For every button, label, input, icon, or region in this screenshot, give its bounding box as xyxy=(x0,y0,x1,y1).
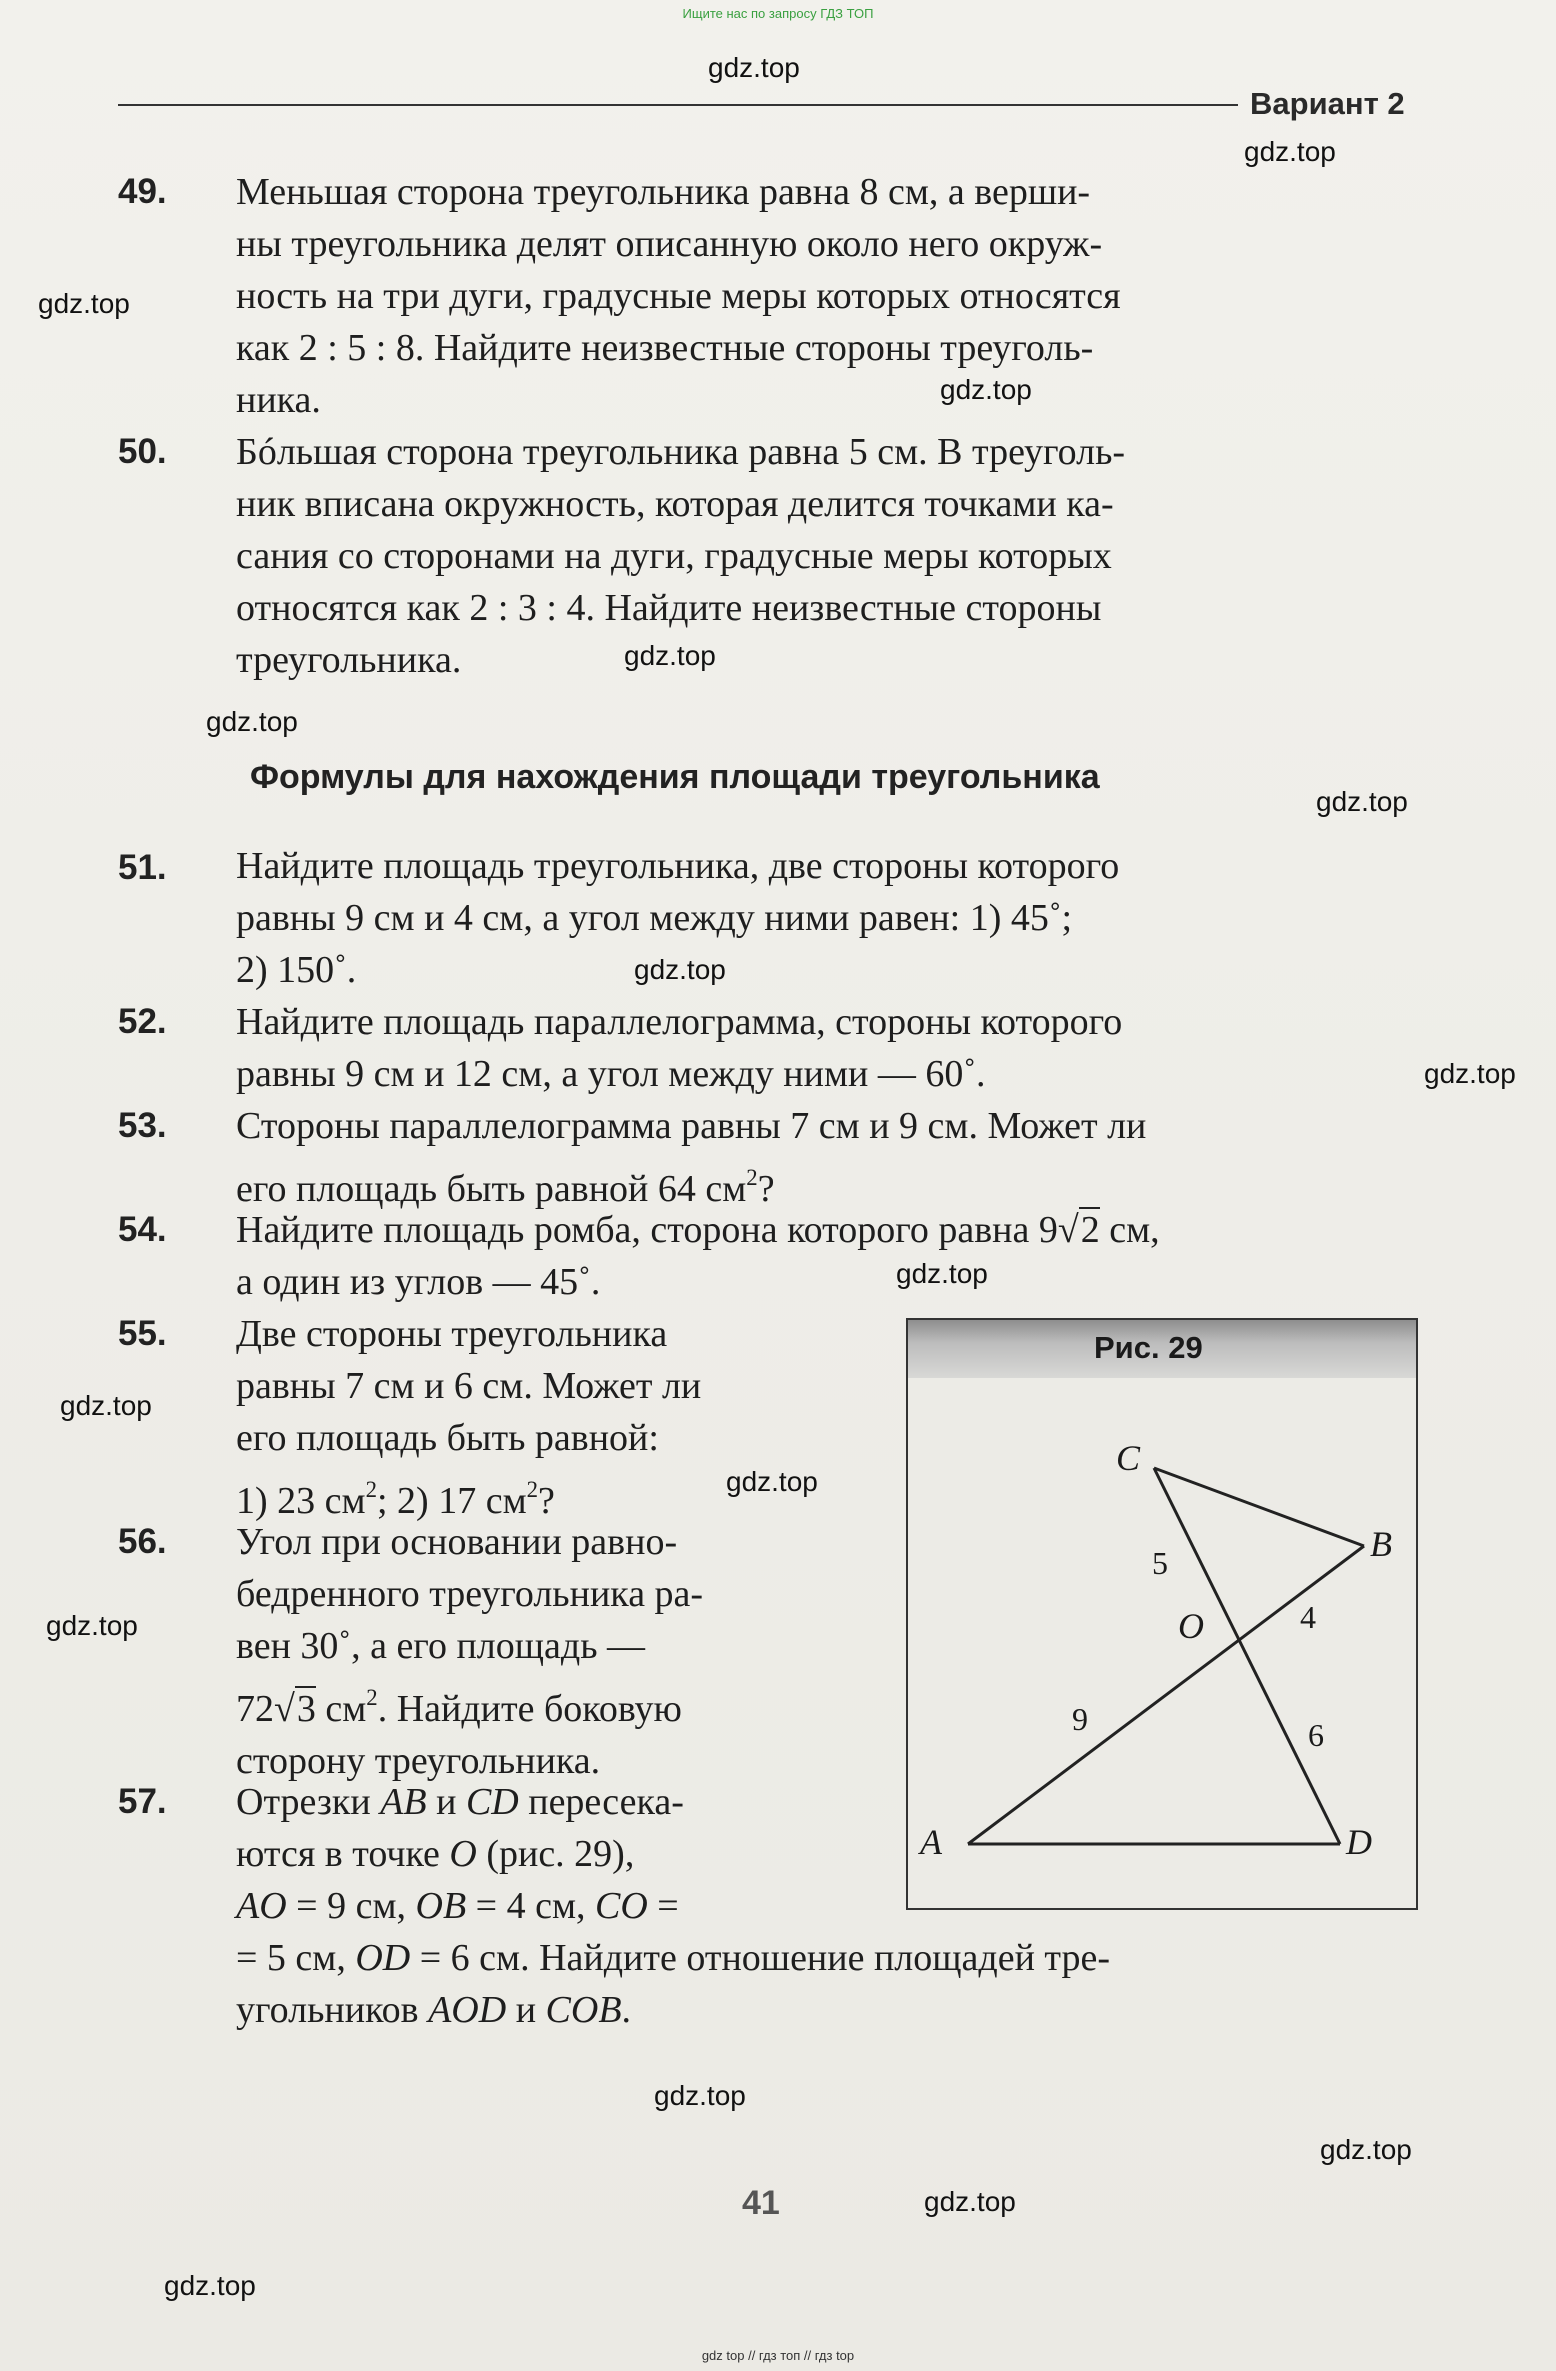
problem-57-text: Отрезки AB и CD пересека- ются в точке O (рис. 29), AO = 9 см, OB = 4 см, CO = = 5 см, OD = 6 см. Найдите отношение площадей тре- угольников AOD и COB. xyxy=(236,1781,1111,2031)
problem-52-text: Найдите площадь параллелограмма, стороны которого равны 9 см и 12 см, а угол между ними — 60˚. xyxy=(236,1001,1123,1095)
length-label-co: 5 xyxy=(1152,1545,1168,1581)
length-label-ao: 9 xyxy=(1072,1701,1088,1737)
watermark: gdz.top xyxy=(726,1466,818,1497)
figure-29 xyxy=(906,1318,1418,1910)
problem-54-text: Найдите площадь ромба, сторона которого равна 9√2 см, а один из углов — 45˚. xyxy=(236,1209,1160,1303)
watermark: gdz.top xyxy=(940,374,1032,405)
header-rule xyxy=(118,104,1238,106)
problem-number: 56. xyxy=(118,1522,167,1561)
watermark: gdz.top xyxy=(924,2186,1016,2217)
section-title: Формулы для нахождения площади треугольника xyxy=(250,758,1100,796)
watermark: gdz.top xyxy=(1244,136,1336,167)
problem-number: 54. xyxy=(118,1210,167,1249)
point-label-a: A xyxy=(920,1822,942,1862)
problem-number: 55. xyxy=(118,1314,167,1353)
figure-drawing xyxy=(908,1320,1416,1908)
watermark: gdz.top xyxy=(708,52,800,83)
problem-56-text: Угол при основании равно- бедренного треугольника ра- вен 30˚, а его площадь — 72√3 $см^2$. Найдите боковую сторону треугольника. xyxy=(236,1521,704,1782)
watermark: gdz.top xyxy=(634,954,726,985)
problem-number: 57. xyxy=(118,1782,167,1821)
problem-49-text: Меньшая сторона треугольника равна 8 см, а верши- ны треугольника делят описанную около него окруж- ность на три дуги, градусные меры которых относятся как 2 : 5 : 8. Найдите неизвестные стороны треуголь- ника. xyxy=(236,171,1121,421)
problem-53-text: Стороны параллелограмма равны 7 см и 9 см. Может ли его площадь быть равной 64 $см^2$? xyxy=(236,1105,1147,1210)
watermark: gdz.top xyxy=(624,640,716,671)
variant-label: Вариант 2 xyxy=(1250,86,1405,121)
bottom-banner[interactable]: gdz top // гдз топ // гдз top xyxy=(701,2348,855,2363)
watermark: gdz.top xyxy=(1320,2134,1412,2165)
watermark: gdz.top xyxy=(206,706,298,737)
problem-55-text: Две стороны треугольника равны 7 см и 6 см. Может ли его площадь быть равной: 1) 23 $см^2$; 2) 17 $см^2$? xyxy=(236,1313,702,1522)
point-label-d: D xyxy=(1346,1822,1372,1862)
problem-number: 53. xyxy=(118,1106,167,1145)
point-label-b: B xyxy=(1370,1524,1392,1564)
point-label-o: O xyxy=(1178,1606,1204,1646)
segment-ab xyxy=(968,1546,1364,1844)
problem-50-text: Бóльшая сторона треугольника равна 5 см. В треуголь- ник вписана окружность, которая делится точками ка- сания со сторонами на дуги, градусные меры которых относятся как 2 : 3 : 4. Найдите неизвестные стороны треугольника. xyxy=(236,431,1126,681)
problem-51-text: Найдите площадь треугольника, две стороны которого равны 9 см и 4 см, а угол между ними равен: 1) 45˚; 2) 150˚. xyxy=(236,845,1120,991)
problem-number: 51. xyxy=(118,848,167,887)
figure-title: Рис. 29 xyxy=(1094,1330,1203,1365)
top-banner[interactable]: Ищите нас по запросу ГДЗ ТОП xyxy=(682,6,874,21)
watermark: gdz.top xyxy=(1316,786,1408,817)
watermark: gdz.top xyxy=(164,2270,256,2301)
watermark: gdz.top xyxy=(60,1390,152,1421)
watermark: gdz.top xyxy=(1424,1058,1516,1089)
watermark: gdz.top xyxy=(46,1610,138,1641)
watermark: gdz.top xyxy=(654,2080,746,2111)
watermark: gdz.top xyxy=(896,1258,988,1289)
length-label-od: 6 xyxy=(1308,1717,1324,1753)
problem-number: 49. xyxy=(118,172,167,211)
problem-number: 52. xyxy=(118,1002,167,1041)
page-number: 41 xyxy=(742,2184,780,2222)
watermark: gdz.top xyxy=(38,288,130,319)
length-label-ob: 4 xyxy=(1300,1599,1316,1635)
segment-cd xyxy=(1154,1468,1340,1844)
point-label-c: C xyxy=(1116,1438,1141,1478)
problem-number: 50. xyxy=(118,432,167,471)
